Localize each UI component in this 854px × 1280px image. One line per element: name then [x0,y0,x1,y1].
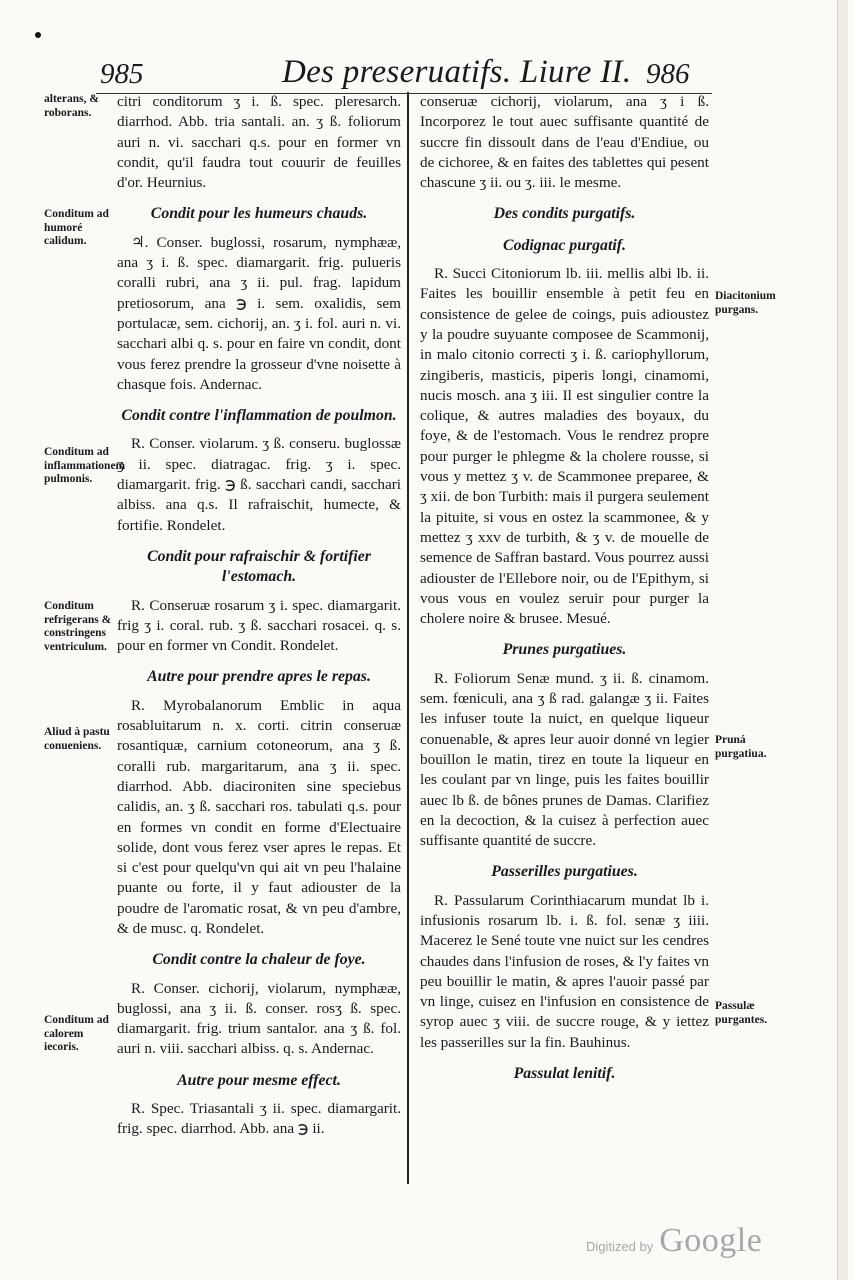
margin-note-left-3: Conditum refrigerans & constringens ventriculum. [44,600,112,653]
margin-note-right-1: Pruná purgatiua. [715,734,767,760]
left-text-4: R. Conser. violarum. ʒ ß. conseru. buglossæ ʒ ii. spec. diatragac. frig. ʒ i. spec. diamargarit. frig. ℈ ß. sacchari candi, sacchari albiss. ana q.s. Il rafraischit, humecte, & fortifie. Rondelet. [117,435,401,534]
right-text-0: conseruæ cichorij, violarum, ana ʒ i ß. Incorporez le tout auec suffisante quantité de succre fin dissoult dans de l'eau d'Endiue, ou de cichoree, & en faites des tablettes qui pesent chascune ʒ ii. ou ʒ. iii. le mesme. [420,93,709,192]
page-header [0,48,854,98]
margin-note-left-0: alterans, & roborans. [44,93,99,119]
right-heading-1: Des condits purgatifs. [493,205,636,223]
left-heading-11: Autre pour mesme effect. [177,1071,341,1089]
margin-note-left-1: Conditum ad humoré calidum. [44,208,109,247]
column-divider [407,92,409,1184]
left-text-12: R. Spec. Triasantali ʒ ii. spec. diamargarit. frig. spec. diarrhod. Abb. ana ℈ ii. [117,1100,401,1138]
left-text-6: R. Conseruæ rosarum ʒ i. spec. diamargarit. frig ʒ i. coral. rub. ʒ ß. sacchari rosacei. q. s. pour en former vn Condit. Rondelet. [117,596,401,655]
right-heading-6: Passerilles purgatiues. [491,863,638,881]
margin-note-right-2: Passulæ purgantes. [715,1000,768,1026]
left-text-0: citri conditorum ʒ i. ß. spec. pleresarch. diarrhod. Abb. tria santali. an. ʒ ß. foliorum auri n. vi. sacchari q.s. pour en former vn condit, qu'il faudra tout couurir de feuilles d'or. Heurnius. [117,93,401,192]
right-heading-8: Passulat lenitif. [513,1065,616,1083]
right-column [420,92,709,1092]
right-heading-4: Prunes purgatiues. [502,641,627,659]
google-logo: Google [659,1222,763,1259]
right-text-3: R. Succi Citoniorum lb. iii. mellis albi lb. ii. Faites les bouillir ensemble à petit feu en consistence de gelee de coings, puis adioustez y la poudre suyuante composee de Scammonij, in malo citonio correcti ʒ i. ß. cariophyllorum, zingiberis, masticis, piperis longi, cinamomi, nucis mosch. ana ʒ iii. Il est singulier contre la colique, & autres maladies des boyaux, du foye, & de l'estomach. Vous le rendrez propre pour purger le phlegme & la cholere rousse, si vous y mettez ʒ v. de Scammonee preparee, & ʒ xii. de bon Turbith: mais il purgera seulement la pituite, si vous en ostez la scammonee, & y mettez ʒ xxv de turbith, & ʒ v. de mouelle de semence de Saffran bastard. Vous pourrez aussi adiouster de l'Ellebore noir, ou de l'Epithym, si vous vous en voulez seruir pour purger la cholere noire & brusee. Mesué. [420,265,709,628]
page-edge [837,0,848,1280]
margin-note-left-2: Conditum ad inflammationem pulmonis. [44,446,126,485]
left-column [117,92,401,1140]
margin-note-left-5: Conditum ad calorem iecoris. [44,1014,109,1053]
left-heading-3: Condit contre l'inflammation de poulmon. [121,407,397,425]
right-text-5: R. Foliorum Senæ mund. ʒ ii. ß. cinamom. sem. fœniculi, ana ʒ ß rad. galangæ ʒ ii. Faites les infuser toute la nuict, en quelque liqueur conuenable, & apres leur auoir donné vn legier bouillon le matin, tirez en toute la liqueur en les coulant par vn linge, puis les faites bouillir auec lb ß. de bônes prunes de Damas. Clarifiez en la decoction, & la cuisez à perfection auec suffisante quantité de succre. [420,669,709,850]
left-heading-7: Autre pour prendre apres le repas. [147,668,371,686]
left-text-2: ♃. Conser. buglossi, rosarum, nymphææ, ana ʒ i. ß. spec. diamargarit. frig. pulueris coralli rubri, ana ʒ ii. pul. frag. lapidum pretiosorum, ana ℈ i. sem. oxalidis, sem portulacæ, sem. cichorij, an. ʒ i. fol. auri n. vi. sacchari albi q. s. pour en faire vn condit, dont vous ferez prendre la grosseur d'vne noisette à chasque fois. Andernac. [117,233,401,393]
left-text-8: R. Myrobalanorum Emblic in aqua rosabluitarum n. x. corti. citrin conseruæ rosantiquæ, carnium cotoneorum, ana ʒ ß. coralli rub. margaritarum, ana ʒ ii. spec. diarrhod. Abb. diacironiten sine speciebus calidis, an. ʒ ß. sacchari ros. tabulati q.s. pour en formes vn condit en forme d'Electuaire solide, dont vous ferez vser apres le repas. Et si c'est pour quelqu'vn qui ait vn peu l'halaine puante ou forte, il y faut adiouster de la poudre de l'aromatic rosat, & vn peu d'ambre, & de musc. q. Rondelet. [117,696,401,937]
left-heading-1: Condit pour les humeurs chauds. [150,205,368,223]
running-title: Des preseruatifs. Liure II. [282,54,632,90]
margin-note-left-4: Aliud à pastu conueniens. [44,726,110,752]
left-page-number: 985 [100,58,144,90]
right-text-7: R. Passularum Corinthiacarum mundat lb i. infusionis rosarum lb. i. ß. fol. senæ ʒ iiii. Macerez le Sené toute vne nuict sur les cendres chaudes dans l'infusion de roses, & l'y faites vn peu bouillir le matin, & apres l'auoir passé par vn linge, cuisez en l'infusion en consistence de syrop auec ʒ viii. de succre rouge, & y iettez les passerilles sur la fin. Bauhinus. [420,891,709,1051]
left-text-10: R. Conser. cichorij, violarum, nymphææ, buglossi, ana ʒ ii. ß. conser. rosʒ ß. spec. diamargarit. frig. trium santalor. ana ʒ ß. fol. auri n. viii. sacchari albiss. q. s. Andernac. [117,979,401,1058]
left-heading-5: Condit pour rafraischir & fortifier l'estomach. [147,547,371,586]
left-heading-9: Condit contre la chaleur de foye. [152,951,366,969]
margin-note-right-0: Diacitonium purgans. [715,290,776,316]
digitized-watermark [586,1222,762,1260]
digitized-by-label: Digitized by [586,1239,654,1254]
ink-spot [35,32,41,38]
right-page-number: 986 [646,58,690,90]
right-heading-2: Codignac purgatif. [503,236,626,254]
